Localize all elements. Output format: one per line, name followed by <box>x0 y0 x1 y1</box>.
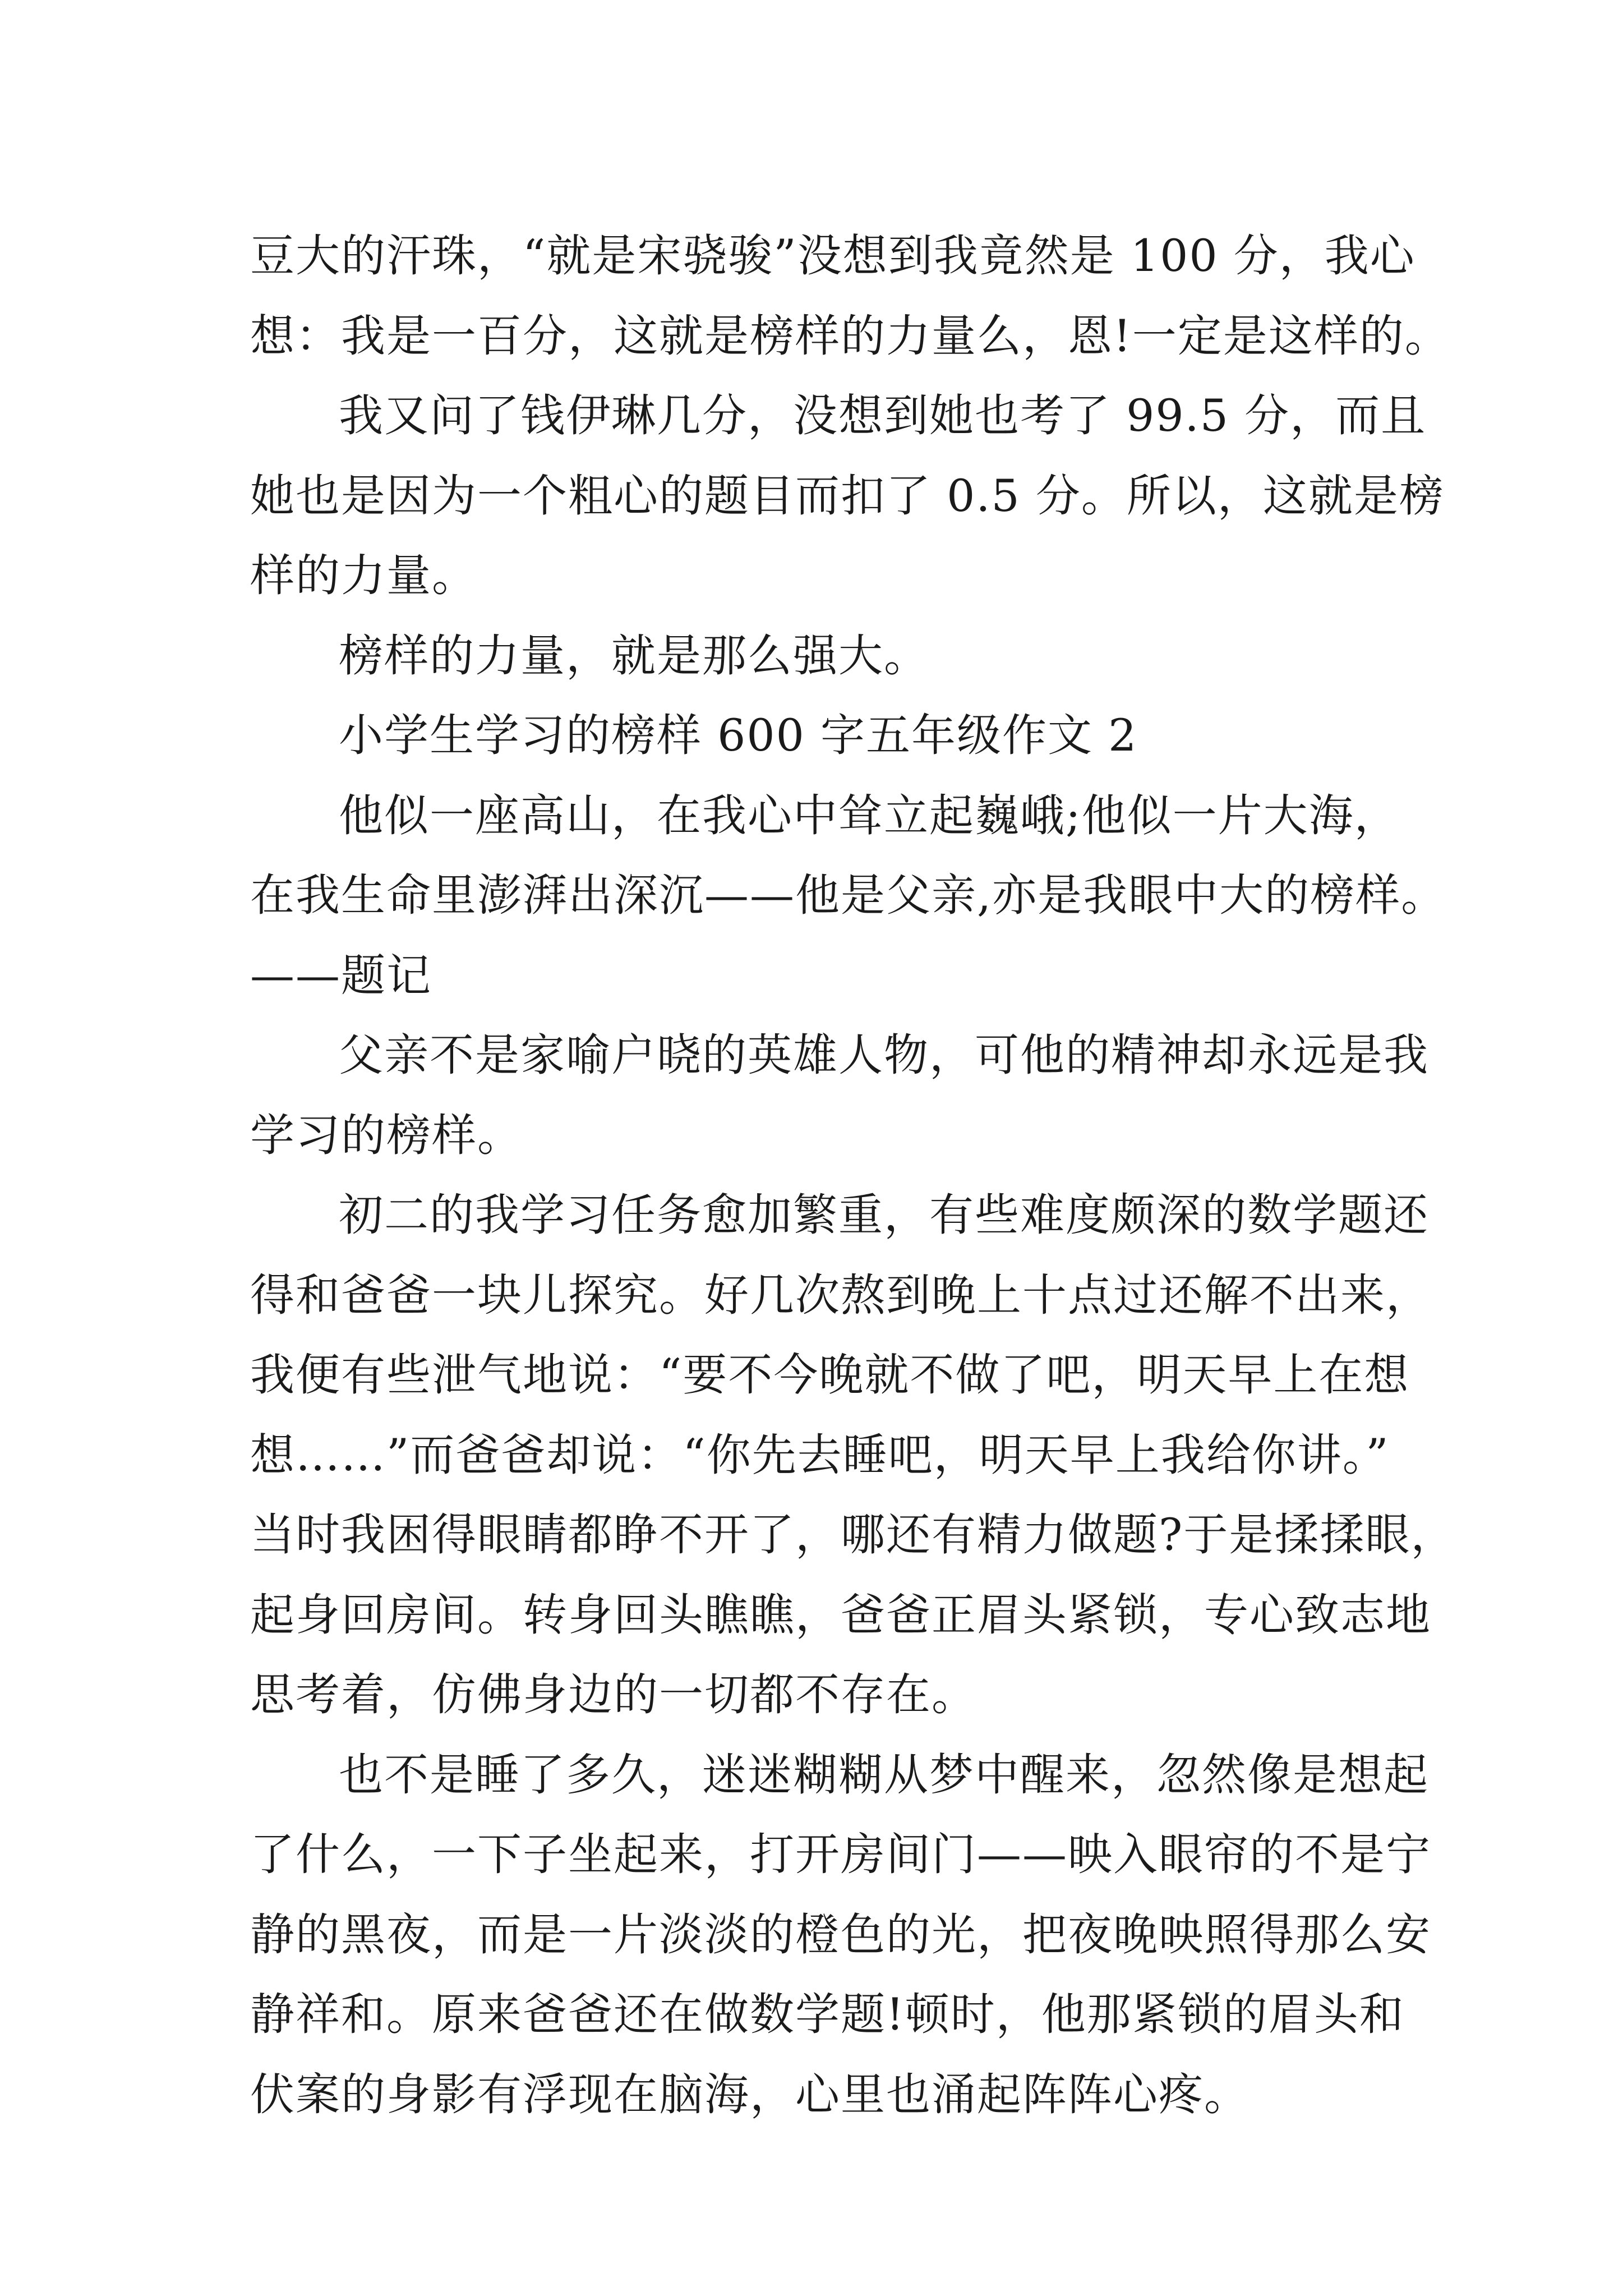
text-line: 她也是因为一个粗心的题目而扣了 0.5 分。所以，这就是榜 <box>250 470 1445 522</box>
text-line: 样的力量。 <box>250 550 477 601</box>
text-line: 我又问了钱伊琳几分，没想到她也考了 99.5 分，而且 <box>339 390 1427 441</box>
paragraph-1 <box>250 216 1450 376</box>
text-line: 初二的我学习任务愈加繁重，有些难度颇深的数学题还 <box>339 1189 1429 1241</box>
text-line: 榜样的力量，就是那么强大。 <box>339 629 929 682</box>
text-line: 静的黑夜，而是一片淡淡的橙色的光，把夜晚映照得那么安 <box>250 1908 1431 1961</box>
text-line: 也不是睡了多久，迷迷糊糊从梦中醒来，忽然像是想起 <box>339 1749 1429 1801</box>
text-line: 父亲不是家喻户晓的英雄人物，可他的精神却永远是我 <box>339 1029 1429 1081</box>
text-line: 了什么，一下子坐起来，打开房间门——映入眼帘的不是宁 <box>250 1829 1431 1880</box>
text-line: 在我生命里澎湃出深沉——他是父亲,亦是我眼中大的榜样。 <box>250 869 1447 921</box>
text-line: 伏案的身影有浮现在脑海，心里也涌起阵阵心疼。 <box>250 2068 1249 2120</box>
text-line: 我便有些泄气地说：“要不今晚就不做了吧，明天早上在想 <box>250 1349 1410 1401</box>
paragraph-7 <box>250 1175 1456 1735</box>
paragraph-8 <box>250 1735 1431 2135</box>
paragraph-2 <box>250 376 1445 616</box>
text-line: 学习的榜样。 <box>250 1109 523 1161</box>
paragraph-epigraph <box>250 776 1447 1016</box>
text-line: ——题记 <box>250 949 432 1001</box>
document-body <box>250 216 1456 2134</box>
text-line: 当时我困得眼睛都睁不开了，哪还有精力做题?于是揉揉眼， <box>250 1509 1456 1561</box>
text-line: 想……”而爸爸却说：“你先去睡吧，明天早上我给你讲。” <box>250 1429 1390 1481</box>
paragraph-3 <box>250 616 1389 696</box>
text-line: 豆大的汗珠，“就是宋骁骏”没想到我竟然是 100 分，我心 <box>250 230 1415 282</box>
text-line: 起身回房间。转身回头瞧瞧，爸爸正眉头紧锁，专心致志地 <box>250 1589 1431 1641</box>
text-line: 思考着，仿佛身边的一切都不存在。 <box>250 1669 977 1720</box>
text-line: 得和爸爸一块儿探究。好几次熬到晚上十点过还解不出来， <box>250 1269 1431 1321</box>
paragraph-6 <box>250 1015 1429 1175</box>
text-line: 静祥和。原来爸爸还在做数学题!顿时，他那紧锁的眉头和 <box>250 1989 1405 2040</box>
essay-heading <box>250 696 1389 776</box>
text-line: 他似一座高山，在我心中耸立起巍峨;他似一片大海， <box>339 789 1400 841</box>
text-line: 小学生学习的榜样 600 字五年级作文 2 <box>339 710 1138 761</box>
text-line: 想：我是一百分，这就是榜样的力量么，恩!一定是这样的。 <box>250 310 1450 362</box>
